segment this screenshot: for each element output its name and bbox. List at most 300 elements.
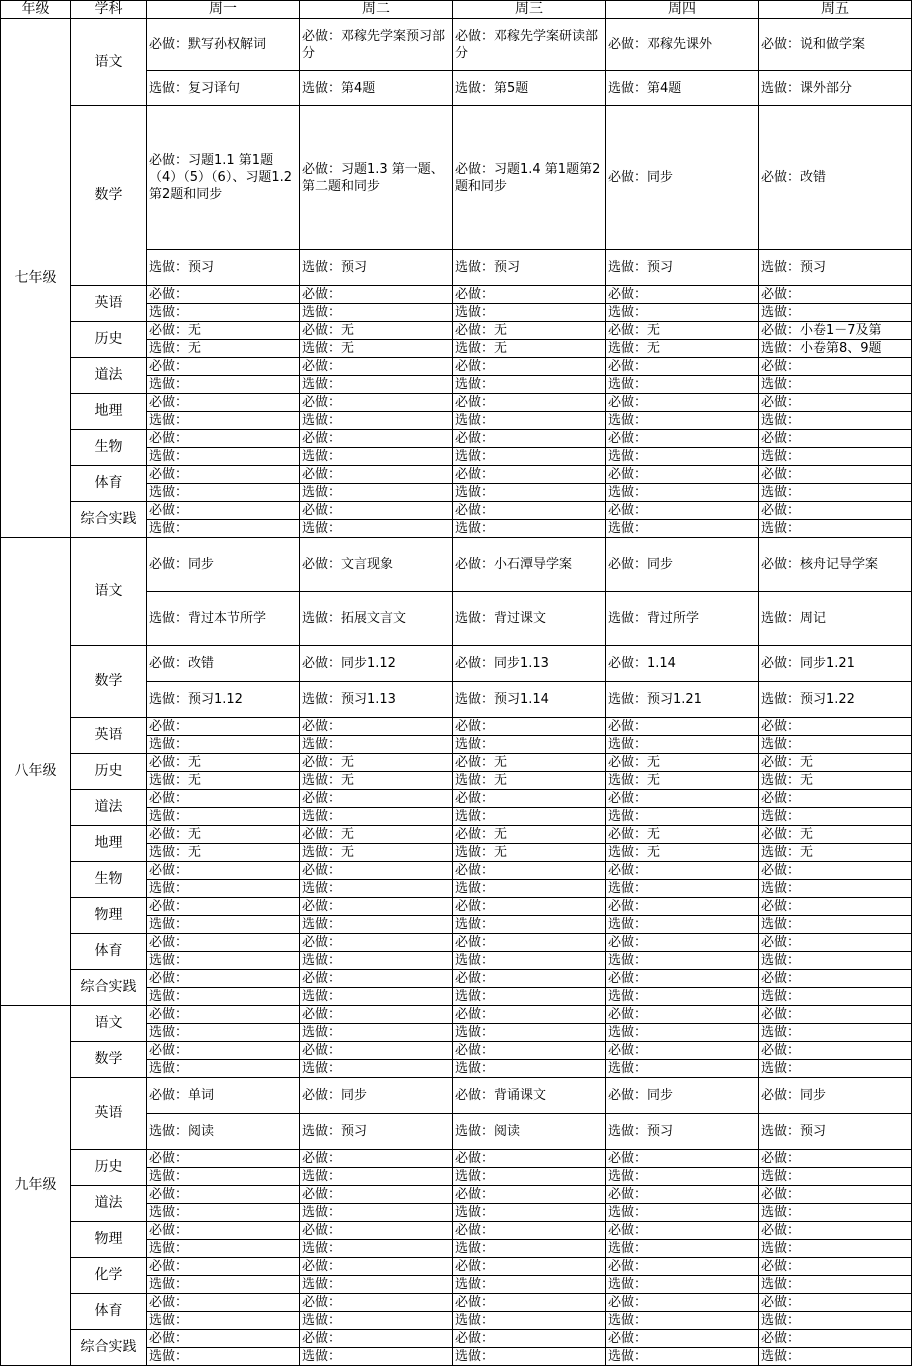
required-task-cell: 必做： <box>759 1150 912 1168</box>
optional-task-cell: 选做：预习1.21 <box>606 682 759 718</box>
required-task-cell: 必做：背诵课文 <box>453 1078 606 1114</box>
optional-task-cell: 选做： <box>453 484 606 502</box>
required-task-cell: 必做： <box>759 466 912 484</box>
optional-task-cell: 选做：预习1.14 <box>453 682 606 718</box>
optional-task-cell: 选做：预习 <box>300 250 453 286</box>
required-task-cell: 必做：核舟记导学案 <box>759 538 912 592</box>
required-task-cell: 必做：无 <box>453 826 606 844</box>
required-task-cell: 必做： <box>453 286 606 304</box>
optional-task-cell: 选做： <box>759 1276 912 1294</box>
optional-task-cell: 选做：预习 <box>759 250 912 286</box>
must-row <box>1 1222 912 1240</box>
subject-label: 历史 <box>71 754 147 790</box>
optional-task-cell: 选做： <box>606 988 759 1006</box>
subject-label: 历史 <box>71 1150 147 1186</box>
optional-task-cell: 选做： <box>147 448 300 466</box>
optional-task-cell: 选做： <box>300 304 453 322</box>
grade-label: 八年级 <box>1 538 71 1006</box>
optional-task-cell: 选做： <box>147 1060 300 1078</box>
required-task-cell: 必做：无 <box>300 322 453 340</box>
optional-task-cell: 选做： <box>147 1168 300 1186</box>
required-task-cell: 必做：无 <box>759 826 912 844</box>
optional-task-cell: 选做： <box>147 952 300 970</box>
optional-task-cell: 选做：无 <box>453 772 606 790</box>
subject-label: 体育 <box>71 1294 147 1330</box>
optional-task-cell: 选做：无 <box>759 772 912 790</box>
optional-task-cell: 选做： <box>759 1240 912 1258</box>
required-task-cell: 必做：改错 <box>759 106 912 250</box>
required-task-cell: 必做： <box>300 466 453 484</box>
optional-task-cell: 选做： <box>759 412 912 430</box>
optional-task-cell: 选做： <box>147 484 300 502</box>
optional-task-cell: 选做： <box>453 1348 606 1366</box>
grade-header: 年级 <box>1 1 71 19</box>
optional-task-cell: 选做： <box>759 520 912 538</box>
required-task-cell: 必做：同步1.13 <box>453 646 606 682</box>
optional-task-cell: 选做： <box>606 1024 759 1042</box>
subject-label: 物理 <box>71 898 147 934</box>
required-task-cell: 必做：无 <box>147 754 300 772</box>
optional-task-cell: 选做：预习 <box>759 1114 912 1150</box>
must-row <box>1 934 912 952</box>
required-task-cell: 必做： <box>147 286 300 304</box>
optional-task-cell: 选做： <box>147 376 300 394</box>
subject-label: 道法 <box>71 1186 147 1222</box>
optional-task-cell: 选做： <box>606 1276 759 1294</box>
grade-label: 七年级 <box>1 19 71 538</box>
required-task-cell: 必做： <box>300 1258 453 1276</box>
optional-task-cell: 选做： <box>759 484 912 502</box>
required-task-cell: 必做： <box>606 1042 759 1060</box>
required-task-cell: 必做： <box>147 1042 300 1060</box>
must-row <box>1 1330 912 1348</box>
required-task-cell: 必做： <box>759 1294 912 1312</box>
required-task-cell: 必做： <box>759 358 912 376</box>
optional-task-cell: 选做： <box>147 736 300 754</box>
required-task-cell: 必做：邓稼先学案研读部分 <box>453 19 606 71</box>
optional-task-cell: 选做： <box>606 376 759 394</box>
optional-task-cell: 选做：预习 <box>300 1114 453 1150</box>
required-task-cell: 必做： <box>147 1222 300 1240</box>
optional-task-cell: 选做： <box>606 1168 759 1186</box>
optional-task-cell: 选做： <box>759 1168 912 1186</box>
required-task-cell: 必做：邓稼先学案预习部分 <box>300 19 453 71</box>
required-task-cell: 必做： <box>147 718 300 736</box>
required-task-cell: 必做： <box>759 1186 912 1204</box>
optional-task-cell: 选做：预习1.13 <box>300 682 453 718</box>
required-task-cell: 必做： <box>606 1294 759 1312</box>
required-task-cell: 必做： <box>606 502 759 520</box>
must-row <box>1 358 912 376</box>
subject-label: 生物 <box>71 862 147 898</box>
optional-task-cell: 选做： <box>300 880 453 898</box>
required-task-cell: 必做： <box>606 898 759 916</box>
optional-task-cell: 选做：拓展文言文 <box>300 592 453 646</box>
required-task-cell: 必做：习题1.1 第1题（4）（5）（6）、习题1.2 第2题和同步 <box>147 106 300 250</box>
required-task-cell: 必做： <box>606 970 759 988</box>
required-task-cell: 必做： <box>453 970 606 988</box>
subject-label: 生物 <box>71 430 147 466</box>
optional-task-cell: 选做：无 <box>759 844 912 862</box>
required-task-cell: 必做： <box>453 1150 606 1168</box>
optional-task-cell: 选做： <box>300 1312 453 1330</box>
optional-task-cell: 选做： <box>759 1312 912 1330</box>
subject-label: 英语 <box>71 1078 147 1150</box>
required-task-cell: 必做： <box>453 898 606 916</box>
required-task-cell: 必做：单词 <box>147 1078 300 1114</box>
required-task-cell: 必做： <box>147 502 300 520</box>
optional-task-cell: 选做：无 <box>300 340 453 358</box>
must-row <box>1 862 912 880</box>
subject-label: 物理 <box>71 1222 147 1258</box>
required-task-cell: 必做： <box>606 934 759 952</box>
must-row <box>1 394 912 412</box>
required-task-cell: 必做： <box>300 898 453 916</box>
optional-task-cell: 选做： <box>300 988 453 1006</box>
required-task-cell: 必做： <box>759 430 912 448</box>
optional-task-cell: 选做： <box>606 1240 759 1258</box>
optional-task-cell: 选做： <box>606 916 759 934</box>
optional-task-cell: 选做：阅读 <box>147 1114 300 1150</box>
required-task-cell: 必做：同步 <box>147 538 300 592</box>
required-task-cell: 必做： <box>606 718 759 736</box>
subject-label: 语文 <box>71 538 147 646</box>
required-task-cell: 必做： <box>759 1258 912 1276</box>
required-task-cell: 必做：改错 <box>147 646 300 682</box>
required-task-cell: 必做： <box>606 790 759 808</box>
required-task-cell: 必做： <box>300 862 453 880</box>
optional-task-cell: 选做： <box>606 880 759 898</box>
must-row <box>1 106 912 250</box>
required-task-cell: 必做：同步 <box>759 1078 912 1114</box>
must-row <box>1 826 912 844</box>
optional-task-cell: 选做： <box>606 1348 759 1366</box>
subject-label: 综合实践 <box>71 1330 147 1366</box>
required-task-cell: 必做： <box>759 934 912 952</box>
optional-task-cell: 选做：预习 <box>606 1114 759 1150</box>
optional-task-cell: 选做：无 <box>300 844 453 862</box>
optional-task-cell: 选做：课外部分 <box>759 71 912 106</box>
optional-task-cell: 选做： <box>453 1168 606 1186</box>
optional-task-cell: 选做： <box>147 1204 300 1222</box>
required-task-cell: 必做： <box>759 970 912 988</box>
required-task-cell: 必做： <box>147 970 300 988</box>
required-task-cell: 必做： <box>147 430 300 448</box>
must-row <box>1 970 912 988</box>
required-task-cell: 必做： <box>606 358 759 376</box>
required-task-cell: 必做：邓稼先课外 <box>606 19 759 71</box>
required-task-cell: 必做： <box>300 1150 453 1168</box>
required-task-cell: 必做：无 <box>147 826 300 844</box>
optional-task-cell: 选做：周记 <box>759 592 912 646</box>
required-task-cell: 必做： <box>147 1294 300 1312</box>
optional-task-cell: 选做： <box>300 520 453 538</box>
optional-task-cell: 选做：阅读 <box>453 1114 606 1150</box>
required-task-cell: 必做： <box>453 718 606 736</box>
required-task-cell: 必做： <box>453 790 606 808</box>
optional-task-cell: 选做：第4题 <box>606 71 759 106</box>
optional-task-cell: 选做： <box>453 520 606 538</box>
optional-task-cell: 选做： <box>453 952 606 970</box>
required-task-cell: 必做：无 <box>453 322 606 340</box>
must-row <box>1 1186 912 1204</box>
day-header: 周一 <box>147 1 300 19</box>
optional-task-cell: 选做： <box>759 880 912 898</box>
required-task-cell: 必做： <box>147 1186 300 1204</box>
must-row <box>1 754 912 772</box>
must-row <box>1 1078 912 1114</box>
optional-task-cell: 选做： <box>759 1024 912 1042</box>
subject-label: 地理 <box>71 826 147 862</box>
required-task-cell: 必做：小卷1－7及第 <box>759 322 912 340</box>
optional-task-cell: 选做： <box>300 412 453 430</box>
subject-label: 化学 <box>71 1258 147 1294</box>
subject-label: 体育 <box>71 934 147 970</box>
optional-task-cell: 选做： <box>759 448 912 466</box>
required-task-cell: 必做：无 <box>606 754 759 772</box>
day-header: 周五 <box>759 1 912 19</box>
required-task-cell: 必做：习题1.4 第1题第2题和同步 <box>453 106 606 250</box>
optional-task-cell: 选做： <box>147 880 300 898</box>
subject-label: 数学 <box>71 646 147 718</box>
required-task-cell: 必做： <box>147 898 300 916</box>
required-task-cell: 必做： <box>300 286 453 304</box>
optional-task-cell: 选做： <box>759 916 912 934</box>
required-task-cell: 必做： <box>759 502 912 520</box>
must-row <box>1 718 912 736</box>
required-task-cell: 必做： <box>759 718 912 736</box>
subject-label: 历史 <box>71 322 147 358</box>
required-task-cell: 必做： <box>147 1150 300 1168</box>
subject-label: 综合实践 <box>71 970 147 1006</box>
day-header: 周四 <box>606 1 759 19</box>
must-row <box>1 1006 912 1024</box>
required-task-cell: 必做： <box>453 502 606 520</box>
optional-task-cell: 选做：背过课文 <box>453 592 606 646</box>
must-row <box>1 790 912 808</box>
required-task-cell: 必做： <box>606 1258 759 1276</box>
optional-task-cell: 选做： <box>147 520 300 538</box>
required-task-cell: 必做： <box>300 718 453 736</box>
required-task-cell: 必做： <box>300 1186 453 1204</box>
optional-task-cell: 选做： <box>300 1204 453 1222</box>
required-task-cell: 必做：说和做学案 <box>759 19 912 71</box>
optional-task-cell: 选做： <box>147 304 300 322</box>
optional-task-cell: 选做：无 <box>453 844 606 862</box>
required-task-cell: 必做： <box>300 1222 453 1240</box>
optional-task-cell: 选做： <box>453 1312 606 1330</box>
optional-task-cell: 选做：第5题 <box>453 71 606 106</box>
subject-label: 体育 <box>71 466 147 502</box>
optional-task-cell: 选做： <box>300 916 453 934</box>
required-task-cell: 必做： <box>147 358 300 376</box>
required-task-cell: 必做： <box>606 1222 759 1240</box>
optional-task-cell: 选做：预习 <box>147 250 300 286</box>
required-task-cell: 必做： <box>453 1042 606 1060</box>
optional-task-cell: 选做： <box>300 484 453 502</box>
required-task-cell: 必做： <box>147 934 300 952</box>
required-task-cell: 必做： <box>300 1006 453 1024</box>
optional-task-cell: 选做： <box>300 952 453 970</box>
must-row <box>1 322 912 340</box>
must-row <box>1 646 912 682</box>
required-task-cell: 必做： <box>453 1006 606 1024</box>
day-header: 周三 <box>453 1 606 19</box>
optional-task-cell: 选做： <box>606 412 759 430</box>
optional-task-cell: 选做： <box>147 1276 300 1294</box>
optional-task-cell: 选做：无 <box>453 340 606 358</box>
optional-task-cell: 选做： <box>300 1024 453 1042</box>
optional-task-cell: 选做： <box>453 1276 606 1294</box>
optional-task-cell: 选做：预习1.22 <box>759 682 912 718</box>
subject-label: 道法 <box>71 790 147 826</box>
required-task-cell: 必做： <box>606 394 759 412</box>
header-row <box>1 1 912 19</box>
optional-task-cell: 选做： <box>606 520 759 538</box>
optional-task-cell: 选做：无 <box>147 340 300 358</box>
must-row <box>1 538 912 592</box>
subject-label: 数学 <box>71 1042 147 1078</box>
required-task-cell: 必做： <box>606 1330 759 1348</box>
required-task-cell: 必做： <box>147 1330 300 1348</box>
optional-task-cell: 选做： <box>147 1024 300 1042</box>
optional-task-cell: 选做： <box>300 376 453 394</box>
optional-task-cell: 选做： <box>759 1348 912 1366</box>
optional-task-cell: 选做：复习译句 <box>147 71 300 106</box>
required-task-cell: 必做：习题1.3 第一题、第二题和同步 <box>300 106 453 250</box>
optional-task-cell: 选做： <box>147 916 300 934</box>
optional-task-cell: 选做： <box>606 484 759 502</box>
optional-task-cell: 选做： <box>606 808 759 826</box>
required-task-cell: 必做： <box>300 1294 453 1312</box>
must-row <box>1 502 912 520</box>
optional-task-cell: 选做： <box>300 808 453 826</box>
required-task-cell: 必做： <box>759 394 912 412</box>
subject-label: 道法 <box>71 358 147 394</box>
optional-task-cell: 选做： <box>300 1348 453 1366</box>
required-task-cell: 必做：无 <box>759 754 912 772</box>
required-task-cell: 必做： <box>300 1330 453 1348</box>
must-row <box>1 466 912 484</box>
required-task-cell: 必做： <box>453 430 606 448</box>
required-task-cell: 必做： <box>147 466 300 484</box>
required-task-cell: 必做： <box>147 1258 300 1276</box>
optional-task-cell: 选做： <box>147 1348 300 1366</box>
required-task-cell: 必做： <box>606 1186 759 1204</box>
required-task-cell: 必做：同步 <box>606 538 759 592</box>
required-task-cell: 必做： <box>606 862 759 880</box>
day-header: 周二 <box>300 1 453 19</box>
required-task-cell: 必做：无 <box>606 826 759 844</box>
required-task-cell: 必做：文言现象 <box>300 538 453 592</box>
required-task-cell: 必做：同步1.12 <box>300 646 453 682</box>
required-task-cell: 必做： <box>300 502 453 520</box>
optional-task-cell: 选做： <box>759 952 912 970</box>
must-row <box>1 1294 912 1312</box>
optional-task-cell: 选做：预习1.12 <box>147 682 300 718</box>
subject-label: 数学 <box>71 106 147 286</box>
required-task-cell: 必做：同步 <box>606 1078 759 1114</box>
optional-task-cell: 选做：无 <box>606 772 759 790</box>
optional-task-cell: 选做： <box>606 1204 759 1222</box>
required-task-cell: 必做： <box>606 1150 759 1168</box>
optional-task-cell: 选做： <box>606 1312 759 1330</box>
optional-task-cell: 选做： <box>453 1060 606 1078</box>
required-task-cell: 必做： <box>759 1006 912 1024</box>
optional-task-cell: 选做： <box>147 412 300 430</box>
optional-task-cell: 选做：无 <box>147 772 300 790</box>
required-task-cell: 必做：同步 <box>300 1078 453 1114</box>
subject-label: 综合实践 <box>71 502 147 538</box>
optional-task-cell: 选做： <box>300 448 453 466</box>
must-row <box>1 19 912 71</box>
optional-task-cell: 选做： <box>606 952 759 970</box>
required-task-cell: 必做： <box>453 358 606 376</box>
required-task-cell: 必做： <box>759 1222 912 1240</box>
optional-task-cell: 选做： <box>453 808 606 826</box>
required-task-cell: 必做： <box>147 1006 300 1024</box>
optional-task-cell: 选做：无 <box>606 340 759 358</box>
optional-task-cell: 选做： <box>300 1240 453 1258</box>
required-task-cell: 必做：默写孙权解词 <box>147 19 300 71</box>
required-task-cell: 必做： <box>606 1006 759 1024</box>
must-row <box>1 1042 912 1060</box>
required-task-cell: 必做： <box>453 1186 606 1204</box>
required-task-cell: 必做： <box>606 286 759 304</box>
optional-task-cell: 选做： <box>606 448 759 466</box>
required-task-cell: 必做： <box>759 790 912 808</box>
optional-task-cell: 选做： <box>759 1060 912 1078</box>
required-task-cell: 必做： <box>300 1042 453 1060</box>
optional-task-cell: 选做： <box>759 376 912 394</box>
optional-task-cell: 选做： <box>759 1204 912 1222</box>
required-task-cell: 必做： <box>300 934 453 952</box>
required-task-cell: 必做：无 <box>300 826 453 844</box>
optional-task-cell: 选做： <box>453 988 606 1006</box>
optional-task-cell: 选做： <box>453 448 606 466</box>
subject-label: 语文 <box>71 19 147 106</box>
optional-task-cell: 选做： <box>606 1060 759 1078</box>
required-task-cell: 必做： <box>759 862 912 880</box>
optional-task-cell: 选做： <box>300 736 453 754</box>
required-task-cell: 必做： <box>147 790 300 808</box>
subject-label: 英语 <box>71 718 147 754</box>
required-task-cell: 必做：小石潭导学案 <box>453 538 606 592</box>
optional-task-cell: 选做：无 <box>606 844 759 862</box>
required-task-cell: 必做：1.14 <box>606 646 759 682</box>
optional-task-cell: 选做： <box>759 988 912 1006</box>
optional-task-cell: 选做： <box>300 1168 453 1186</box>
grade-label: 九年级 <box>1 1006 71 1366</box>
required-task-cell: 必做：同步 <box>606 106 759 250</box>
required-task-cell: 必做： <box>453 1330 606 1348</box>
required-task-cell: 必做： <box>759 898 912 916</box>
required-task-cell: 必做： <box>300 430 453 448</box>
required-task-cell: 必做：无 <box>300 754 453 772</box>
must-row <box>1 1150 912 1168</box>
optional-task-cell: 选做： <box>453 1024 606 1042</box>
required-task-cell: 必做： <box>453 466 606 484</box>
required-task-cell: 必做： <box>453 394 606 412</box>
must-row <box>1 286 912 304</box>
required-task-cell: 必做：无 <box>606 322 759 340</box>
required-task-cell: 必做：同步1.21 <box>759 646 912 682</box>
required-task-cell: 必做： <box>147 862 300 880</box>
optional-task-cell: 选做： <box>453 1204 606 1222</box>
optional-task-cell: 选做：第4题 <box>300 71 453 106</box>
optional-task-cell: 选做： <box>759 304 912 322</box>
required-task-cell: 必做： <box>606 430 759 448</box>
